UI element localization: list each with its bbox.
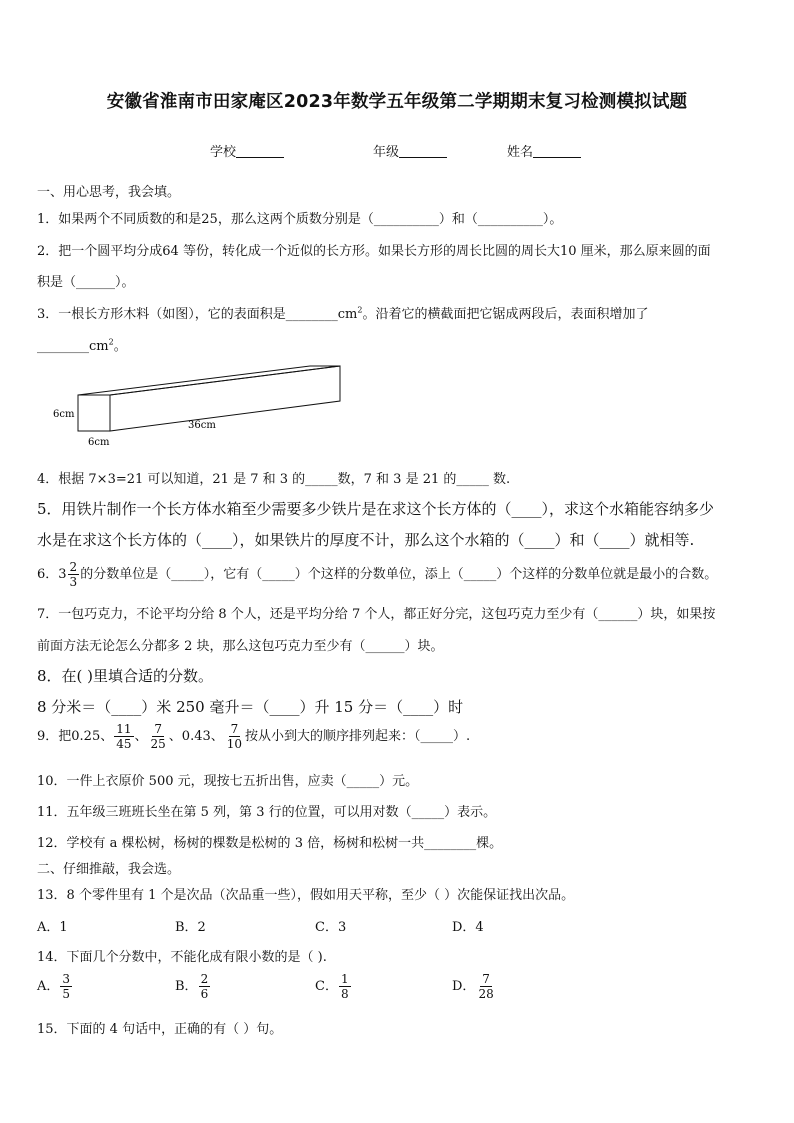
question-3-line-1 — [37, 303, 649, 322]
name-blank — [533, 144, 581, 158]
q13-option-d[interactable]: D．4 — [452, 920, 484, 935]
school-label: 学校 — [210, 145, 237, 160]
q3-text-c: ________cm — [37, 339, 109, 354]
page-title: 安徽省淮南市田家庵区2023年数学五年级第二学期期末复习检测模拟试题 — [106, 92, 688, 112]
q14-option-b[interactable]: B． $\frac{2}{6}$ — [175, 972, 209, 1001]
question-10: 10．一件上衣原价 500 元，现按七五折出售，应卖（_____）元。 — [37, 774, 419, 789]
question-4: 4．根据 7×3=21 可以知道，21 是 7 和 3 的_____数，7 和 3 是 21 的_____ 数. — [37, 472, 511, 487]
question-13: 13．8 个零件里有 1 个是次品（次品重一些），假如用天平称，至少（ ）次能保证找出次品。 — [37, 888, 575, 903]
q13-option-b[interactable]: B．2 — [175, 920, 206, 935]
q14-option-c[interactable]: C． $\frac{1}{8}$ — [315, 972, 349, 1001]
q9-fraction-1: $\frac{11}{45}$ — [116, 722, 132, 751]
question-2-line-2: 积是（______）。 — [37, 275, 135, 290]
q3-text-b: 。沿着它的横截面把它锯成两段后，表面积增加了 — [362, 307, 649, 322]
q14-option-a[interactable]: A． $\frac{3}{5}$ — [37, 972, 71, 1001]
cuboid-figure — [48, 363, 368, 453]
question-7-line-1: 7．一包巧克力，不论平均分给 8 个人，还是平均分给 7 个人，都正好分完，这包巧克力至少有（______）块，如果按 — [37, 607, 716, 622]
section-2-heading: 二、仔细推敲，我会选。 — [37, 862, 181, 877]
question-5-line-2: 水是在求这个长方体的（____），如果铁片的厚度不计，那么这个水箱的（____）和（____）就相等. — [37, 531, 695, 549]
school-blank — [236, 144, 284, 158]
grade-field — [373, 141, 447, 160]
q3-sup-a: 2 — [357, 305, 363, 315]
q14-option-d[interactable]: D． $\frac{7}{28}$ — [452, 972, 494, 1001]
question-14: 14．下面几个分数中，不能化成有限小数的是（ ). — [37, 950, 327, 965]
q6-text: 的分数单位是（_____），它有（_____）个这样的分数单位，添上（_____）个这样的分数单位就是最小的合数。 — [80, 567, 718, 582]
question-11: 11．五年级三班班长坐在第 5 列，第 3 行的位置，可以用对数（_____）表示。 — [37, 805, 497, 820]
question-15: 15．下面的 4 句话中，正确的有（ ）句。 — [37, 1022, 283, 1037]
q9-fraction-3: $\frac{7}{10}$ — [226, 722, 243, 751]
q13-option-a[interactable]: A．1 — [37, 920, 68, 935]
figure-width-label: 6cm — [88, 437, 110, 448]
q6-prefix: 6．3 — [37, 567, 67, 582]
section-1-heading: 一、用心思考，我会填。 — [37, 185, 181, 200]
grade-label: 年级 — [373, 145, 400, 160]
question-8-line-2: 8 分米＝（____）米 250 毫升＝（____）升 15 分＝（____）时 — [37, 698, 464, 716]
question-6 — [37, 560, 717, 589]
question-2-line-1: 2．把一个圆平均分成64 等份，转化成一个近似的长方形。如果长方形的周长比圆的周长大10 厘米，那么原来圆的面 — [37, 244, 711, 259]
figure-length-label: 36cm — [188, 420, 216, 431]
question-12: 12．学校有 a 棵松树，杨树的棵数是松树的 3 倍，杨树和松树一共________棵。 — [37, 836, 503, 851]
question-8-line-1: 8．在( )里填合适的分数。 — [37, 667, 214, 685]
question-1: 1．如果两个不同质数的和是25，那么这两个质数分别是（__________）和（__________）。 — [37, 212, 563, 227]
name-label: 姓名 — [507, 145, 534, 160]
question-5-line-1: 5．用铁片制作一个长方体水箱至少需要多少铁片是在求这个长方体的（____），求这个水箱能容纳多少 — [37, 500, 715, 518]
question-3-line-2: $\_\_\_\_\_\_\_\_cm^2$。 — [37, 337, 127, 354]
question-7-line-2: 前面方法无论怎么分都多 2 块，那么这包巧克力至少有（______）块。 — [37, 639, 444, 654]
figure-height-label: 6cm — [53, 409, 75, 420]
q6-fraction: $\frac{2}{3}$ — [69, 560, 78, 589]
q3-sup-b: 2 — [108, 337, 114, 347]
school-field — [210, 141, 284, 160]
cuboid-front-face — [78, 395, 110, 431]
grade-blank — [399, 144, 447, 158]
name-field — [507, 141, 581, 160]
cuboid-top-face — [78, 366, 340, 395]
question-9: 9．把0.25、 $\frac{11}{45}$ 、 $\frac{7}{25}$ 、0.43、 $\frac{7}{10}$ 按从小到大的顺序排列起来：（_____）. — [37, 722, 471, 751]
q9-fraction-2: $\frac{7}{25}$ — [150, 722, 166, 751]
cuboid-side-face — [110, 366, 340, 431]
q3-text-a: 3．一根长方形木料（如图），它的表面积是________cm — [37, 307, 358, 322]
q13-option-c[interactable]: C．3 — [315, 920, 347, 935]
